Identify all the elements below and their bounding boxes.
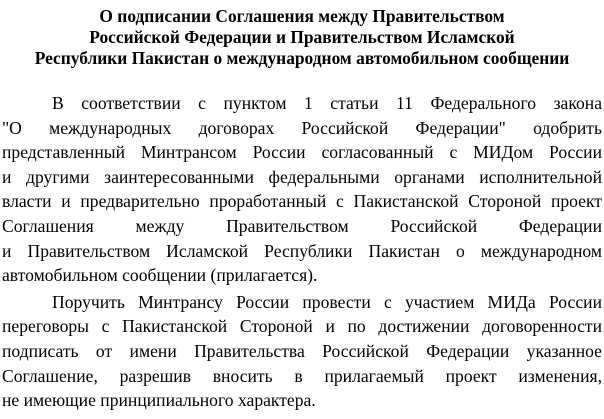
paragraph-line: представленный Минтрансом России согласованный с МИДом России (2, 142, 602, 163)
title-line: О подписании Соглашения между Правительством (99, 6, 505, 26)
paragraph-line: переговоры с Пакистанской Стороной и по достижении договоренности (2, 316, 602, 337)
document-title (2, 6, 602, 69)
paragraph-line: и Правительством Исламской Республики Пакистан о международном (2, 240, 602, 261)
title-line: Республики Пакистан о международном автомобильном сообщении (34, 48, 570, 68)
paragraph-instruction (2, 290, 602, 413)
paragraph-approval (2, 91, 602, 288)
paragraph-line: В соответствии с пунктом 1 статьи 11 Федерального закона (52, 93, 602, 113)
paragraph-line: Соглашение, разрешив вносить в прилагаемый проект изменения, (2, 365, 602, 386)
paragraph-line: власти и предварительно проработанный с Пакистанской Стороной проект (2, 191, 602, 212)
paragraph-line: Соглашения между Правительством Российской Федерации (2, 215, 602, 236)
document-body (2, 91, 602, 413)
title-line: Российской Федерации и Правительством Исламской (89, 27, 515, 47)
paragraph-line: подписать от имени Правительства Российской Федерации указанное (2, 340, 602, 361)
paragraph-line: автомобильном сообщении (прилагается). (2, 265, 318, 286)
paragraph-line: Поручить Минтрансу России провести с участием МИДа России (52, 291, 602, 312)
paragraph-line: "О международных договорах Российской Федерации" одобрить (2, 117, 602, 138)
paragraph-line: и другими заинтересованными федеральными органами исполнительной (2, 166, 602, 187)
paragraph-line: не имеющие принципиального характера. (2, 390, 316, 411)
